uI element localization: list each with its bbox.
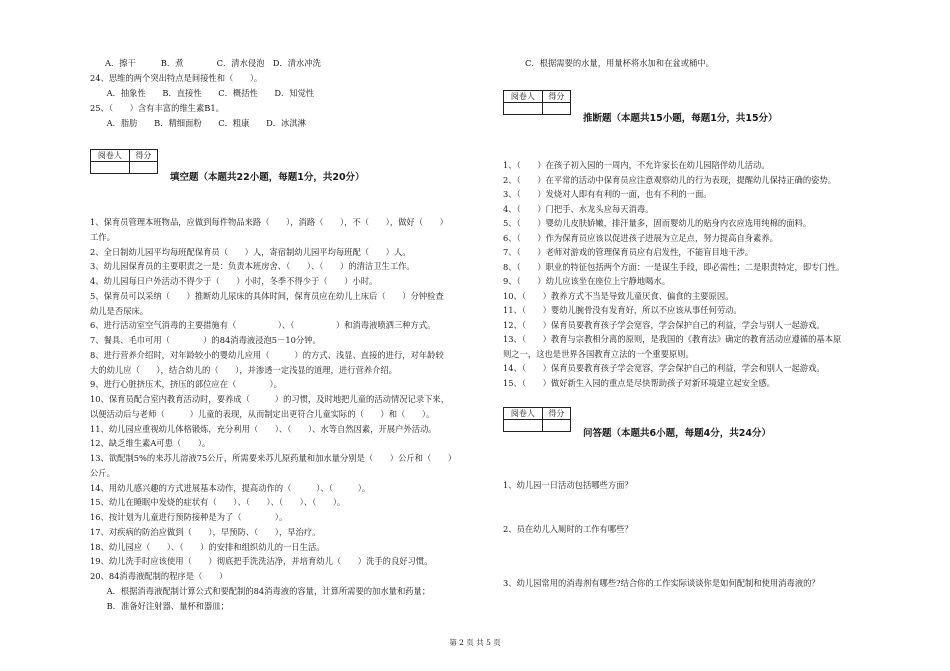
fill-item-line: 工作。	[90, 231, 115, 242]
score-header-score: 得分	[129, 150, 157, 162]
score-cell-grader	[91, 162, 130, 174]
fill-item-line: 18、幼儿园应（ ）、（ ）的安排和组织幼儿的一日生活。	[90, 541, 325, 552]
judge-item-line: 1、（ ）在孩子初入园的一周内，不允许家长在幼儿园陪伴幼儿活动。	[503, 160, 770, 170]
judge-item-line: 7、（ ）老师对游戏的管理保育员应有启发性，不能盲目地干涉。	[503, 247, 754, 257]
fill-item-line: 6、进行活动室空气消毒的主要措施有（ ）、（ ）和消毒液喷洒三种方式。	[90, 320, 436, 331]
fill-item-line: 5、保育员可以采纳（ ）推断幼儿尿床的具体时间，保育员应在幼儿上床后（ ）分钟检查	[90, 290, 444, 301]
qa-item-3: 3、幼儿园常用的消毒剂有哪些?结合你的工作实际谈谈你是如何配制和使用消毒液的？	[503, 578, 820, 588]
judge-item-line: 4、（ ）门把手、水龙头应每天消毒。	[503, 203, 654, 214]
fill-item-line: 公斤。	[90, 467, 115, 478]
q23-options: A．擦干 B．煮 C．清水侵泡 D．清水冲洗	[105, 58, 321, 68]
judge-item-line: 则之一，这也是世界各国教育立法的一个重要原则。	[503, 348, 694, 359]
fill-item-line: 大的幼儿应（ ），结合幼儿的（ ），并渗透一定浅显的道理，进行营养介绍。	[90, 364, 397, 375]
fill-item-line: 8、进行营养介绍时，对年龄较小的婴幼儿应用（ ）的方式、浅显、直接的进行，对年龄较	[90, 349, 444, 360]
qa-item-2: 2、员在幼儿入厕时的工作有哪些？	[503, 524, 633, 534]
qa-item-1: 1、幼儿园一日活动包括哪些方面？	[503, 480, 633, 490]
score-header-score: 得分	[542, 408, 570, 420]
score-table-qa	[503, 407, 571, 432]
fill-item-line: 2、全日制幼儿园平均每班配保育员（ ）人，寄宿制幼儿园平均每班配（ ）人。	[90, 246, 411, 257]
fill-item-line: B．准备好注射器、量杯和器皿；	[90, 600, 229, 611]
fill-item-line: 11、幼儿园应重视幼儿体格锻炼，充分利用（ ）、（ ）、水等自然因素，开展户外活动。	[90, 423, 437, 434]
fill-item-line: 4、幼儿园每日户外活动不得少于（ ）小时，冬季不得少于（ ）小时。	[90, 276, 378, 286]
judge-item-line: 3、（ ）发烧对人即有有利的一面，也有不利的一面。	[503, 189, 712, 199]
fill-item-line: 13、欲配制5%的来苏儿溶液75公斤，所需要来苏儿原药量和加水量分别是（ ）公斤和（ ）	[90, 453, 457, 463]
fill-item-line: 以便活动后与老师（ ）儿童的表现，从而制定出更符合儿童实际的（ ）和（ ）。	[90, 408, 435, 419]
fill-item-line: 10、保育员配合室内教育活动时，要养成（ ）的习惯，及时地把儿童的活动情况记录下来，	[90, 394, 450, 404]
q24-question: 24、思维的两个突出特点是间接性和（ ）。	[90, 73, 263, 83]
fill-item-line: 12、缺乏维生素A可患（ ）。	[90, 438, 211, 449]
judge-item-line: 8、（ ）职业的特征包括两个方面：一是谋生手段，即必需性；二是职责特定，即专门性。	[503, 261, 845, 272]
score-cell-score	[129, 162, 157, 174]
fill-section-title: 填空题（本题共22小题，每题1分，共20分）	[170, 172, 365, 183]
fill-item-line: 14、用幼儿感兴趣的方式进展基本动作，提高动作的（ ）、（ ）。	[90, 482, 371, 493]
score-header-grader: 阅卷人	[91, 150, 130, 162]
fill-item-line: 19、幼儿洗手时应该使用（ ）彻底把手洗洗洁净，并培育幼儿（ ）洗手的良好习惯。	[90, 556, 433, 567]
score-cell-grader	[504, 420, 543, 432]
fill-item-line: 1、保育员管理本班物品，应做到每件物品来路（ ），消路（ ），不（ ），做好（ ）	[90, 217, 448, 227]
judge-item-line: 5、（ ）婴幼儿皮肤娇嫩，排汗量多，固而婴幼儿的贴身内衣应选用纯棉的面料。	[503, 218, 812, 228]
q20-option-c: C．根据需要的水量，用量杯将水加和在盆或桶中。	[525, 58, 714, 68]
fill-item-line: 20、84消毒液配制的程序是（ ）	[90, 571, 228, 581]
score-header-grader: 阅卷人	[504, 91, 543, 103]
fill-item-line: 9、进行心脏挤压术，挤压的部位应在（ ）。	[90, 379, 282, 390]
score-table-judge	[503, 90, 571, 115]
fill-item-line: 16、按计划为儿童进行预防接种是为了（ ）。	[90, 512, 288, 522]
fill-item-line: 15、幼儿在睡眠中发烧的症状有（ ）、（ ）、（ ）、（ ）。	[90, 497, 346, 508]
score-header-grader: 阅卷人	[504, 408, 543, 420]
score-cell-score	[542, 103, 570, 115]
q25-question: 25、（ ）含有丰富的维生素B1。	[90, 103, 224, 113]
judge-item-line: 2、（ ）在平常的活动中保育员应注意观察幼儿的行为表现，提醒幼儿保持正确的姿势。	[503, 174, 837, 185]
judge-item-line: 14、（ ）保育员要教育孩子学会宽容，学会保护自己的利益，学会和别人一起游戏。	[503, 363, 825, 373]
judge-item-line: 12、（ ）保育员要教育孩子学会宽容，学会保护自己的利益，学会与别人一起游戏。	[503, 319, 825, 330]
judge-item-line: 13、（ ）教育与宗教相分离的原则，是我国的《教育法》确定的教育活动应遵循的基本原	[503, 334, 842, 344]
q24-options: A．抽象性 B．直接性 C．概括性 D．知觉性	[90, 88, 315, 98]
fill-item-line: A．根据消毒液配制计算公式和要配制的84消毒液的容量，计算所需要的加水量和药量；	[90, 585, 431, 596]
judge-section-title: 推断题（本题共15小题，每题1分，共15分）	[583, 113, 778, 124]
score-table-fill	[90, 149, 158, 174]
fill-item-line: 3、幼儿园保育员的主要职责之一是：负责本班房舍、（ ）、（ ）的清洁卫生工作。	[90, 261, 415, 272]
judge-item-line: 10、（ ）教养方式不当是导致儿童厌食、偏食的主要原因。	[503, 290, 734, 301]
qa-section-title: 问答题（本题共6小题，每题4分，共24分）	[583, 428, 771, 439]
score-cell-score	[542, 420, 570, 432]
page-footer: 第 2 页 共 5 页	[449, 638, 501, 647]
judge-item-line: 6、（ ）作为保育员应该以促进孩子进展为立足点，努力提高自身素养。	[503, 232, 778, 243]
q25-options: A．脂肪 B．精细面粉 C．粗康 D．冰淇淋	[90, 118, 306, 128]
score-header-score: 得分	[542, 91, 570, 103]
fill-item-line: 17、对疾病的防治应做到（ ），早预防、（ ），早治疗。	[90, 526, 321, 537]
fill-item-line: 幼儿是否尿床。	[90, 305, 149, 316]
judge-item-line: 11、（ ）婴幼儿腕骨没有发育好，所以不应该从事任何劳动。	[503, 305, 742, 315]
judge-item-line: 9、（ ）幼儿应该坐在座位上宁静地喝水。	[503, 276, 671, 286]
judge-item-line: 15、（ ）做好新生入园的重点是尽快帮助孩子对新环境建立起安全感。	[503, 377, 775, 388]
fill-item-line: 7、餐具、毛巾可用（ ）的84消毒液浸泡5－10分钟。	[90, 335, 321, 345]
score-cell-grader	[504, 103, 543, 115]
